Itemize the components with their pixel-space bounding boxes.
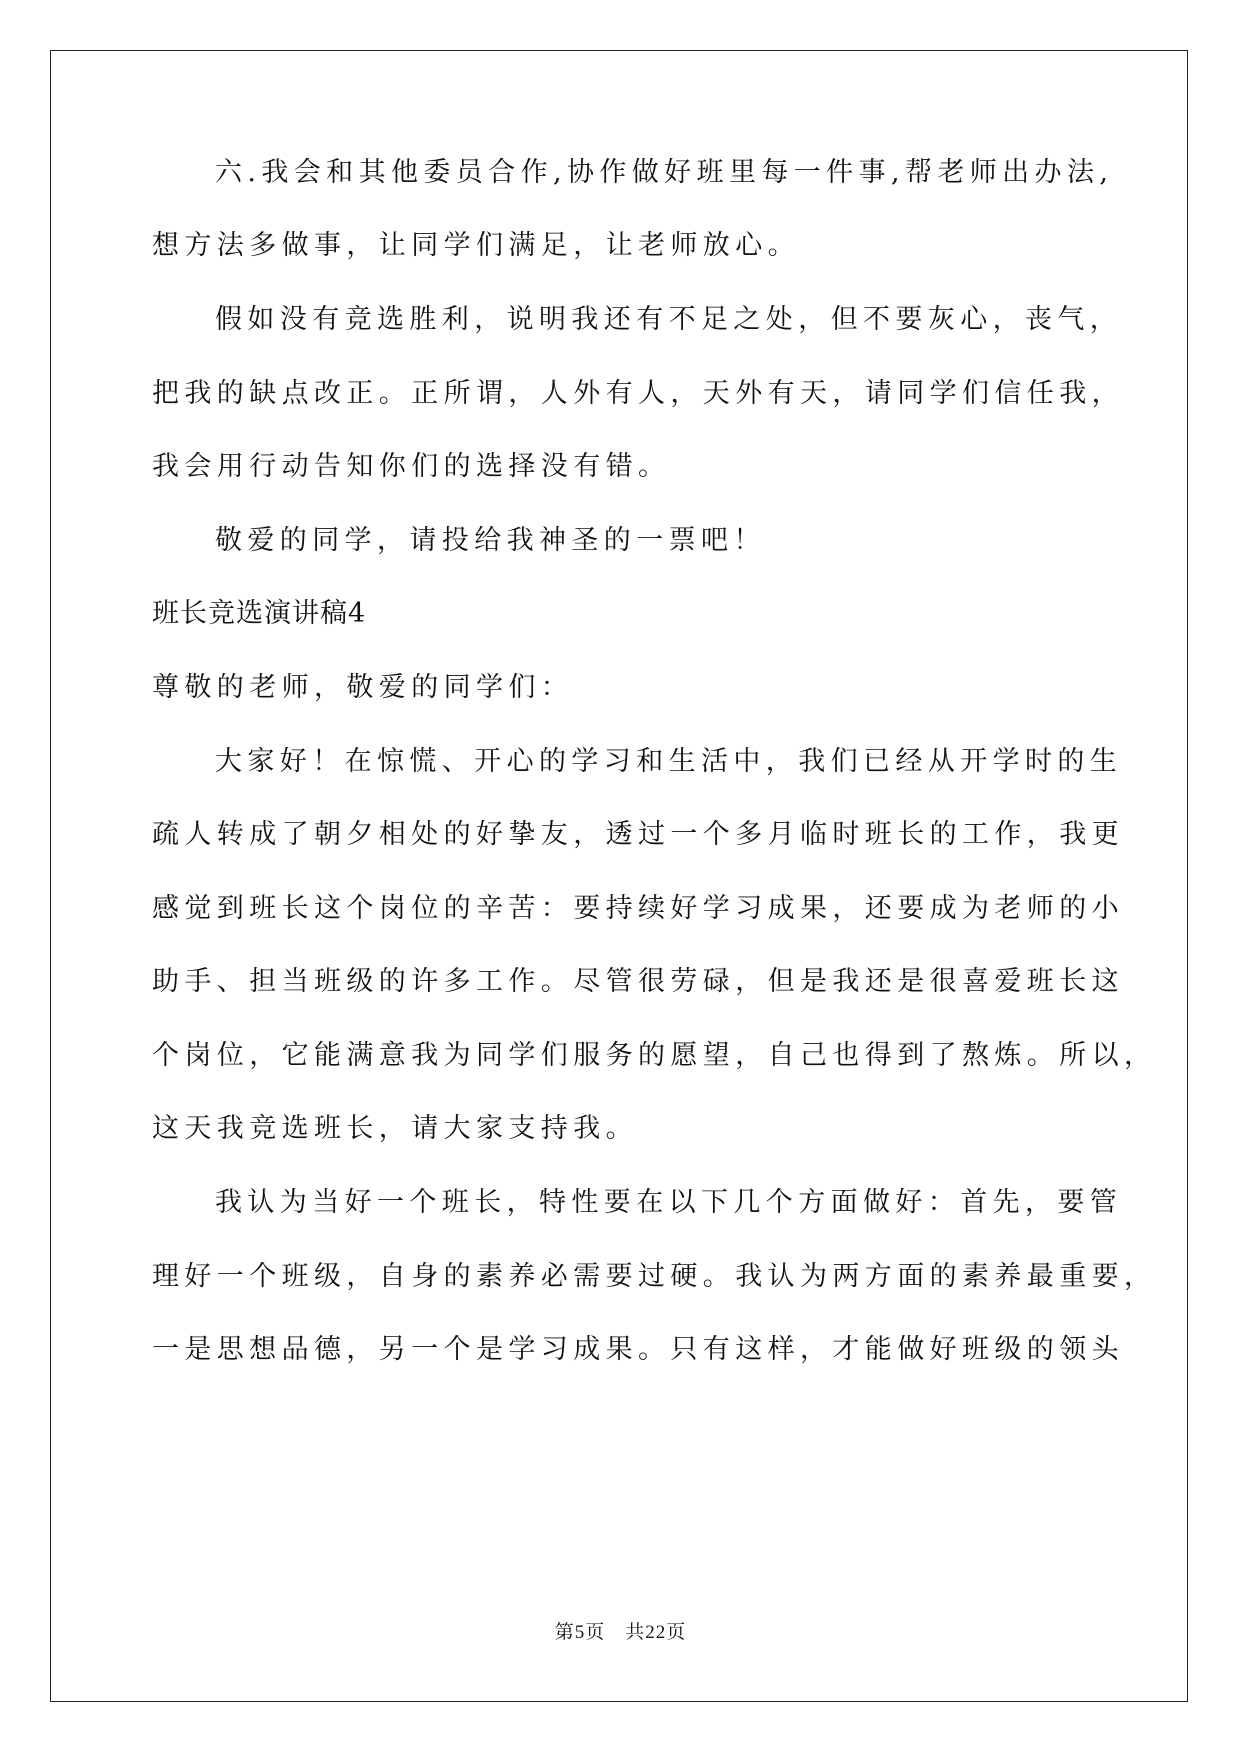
paragraph-line: 六.我会和其他委员合作,协作做好班里每一件事,帮老师出办法, <box>215 157 1114 188</box>
paragraph-line: 想方法多做事，让同学们满足，让老师放心。 <box>152 230 800 261</box>
salutation: 尊敬的老师，敬爱的同学们： <box>152 672 574 703</box>
page-total: 共22页 <box>625 1622 687 1643</box>
paragraph-line: 把我的缺点改正。正所谓，人外有人，天外有天，请同学们信任我， <box>152 378 1124 409</box>
paragraph-line: 假如没有竞选胜利，说明我还有不足之处，但不要灰心，丧气， <box>215 304 1123 335</box>
paragraph-line: 个岗位，它能满意我为同学们服务的愿望，自己也得到了熬炼。所以， <box>152 1040 1157 1071</box>
paragraph-line: 助手、担当班级的许多工作。尽管很劳碌，但是我还是很喜爱班长这 <box>152 966 1124 997</box>
paragraph-line: 疏人转成了朝夕相处的好挚友，透过一个多月临时班长的工作，我更 <box>152 819 1124 850</box>
paragraph-line: 大家好！在惊慌、开心的学习和生活中，我们已经从开学时的生 <box>215 746 1123 777</box>
section-heading: 班长竞选演讲稿4 <box>152 598 367 629</box>
paragraph-line: 感觉到班长这个岗位的辛苦：要持续好学习成果，还要成为老师的小 <box>152 893 1124 924</box>
paragraph-line: 这天我竞选班长，请大家支持我。 <box>152 1113 638 1144</box>
paragraph-line: 敬爱的同学，请投给我神圣的一票吧！ <box>215 525 766 556</box>
page-border <box>50 50 1188 1702</box>
paragraph-line: 理好一个班级，自身的素养必需要过硬。我认为两方面的素养最重要， <box>152 1261 1157 1292</box>
page-number: 第5页 <box>554 1622 606 1643</box>
paragraph-line: 我会用行动告知你们的选择没有错。 <box>152 451 671 482</box>
paragraph-line: 一是思想品德，另一个是学习成果。只有这样，才能做好班级的领头 <box>152 1334 1124 1365</box>
page-footer <box>0 1617 1241 1644</box>
paragraph-line: 我认为当好一个班长，特性要在以下几个方面做好：首先，要管 <box>215 1187 1123 1218</box>
